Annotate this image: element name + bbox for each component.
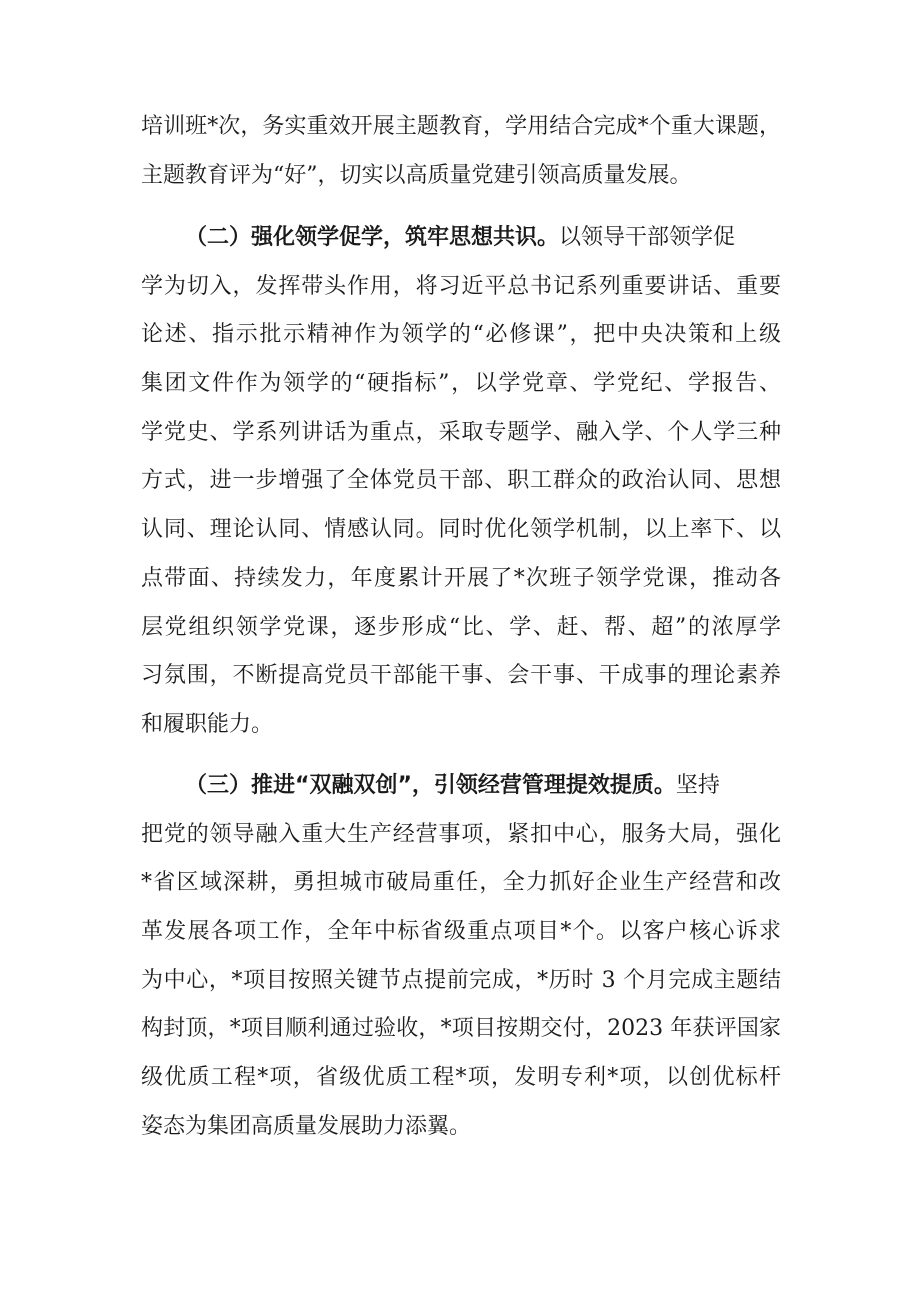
paragraph-line: 姿态为集团高质量发展助力添翼。 bbox=[141, 1113, 472, 1139]
paragraph-line-tail: 坚持 bbox=[675, 773, 720, 798]
paragraph-line: 和履职能力。 bbox=[141, 711, 274, 737]
paragraph-line: 习氛围，不断提高党员干部能干事、会干事、干成事的理论素养 bbox=[141, 663, 781, 689]
paragraph-section-2 bbox=[141, 214, 781, 750]
paragraph-line: 认同、理论认同、情感认同。同时优化领学机制，以上率下、以 bbox=[141, 517, 781, 543]
paragraph-line: 主题教育评为“好”，切实以高质量党建引领高质量发展。 bbox=[141, 162, 692, 188]
paragraph-line: 构封顶，*项目顺利通过验收，*项目按期交付，2023 年获评国家 bbox=[141, 1016, 781, 1042]
paragraph-line: 层党组织领学党课，逐步形成“比、学、赶、帮、超”的浓厚学 bbox=[141, 614, 781, 640]
paragraph-line: 为中心，*项目按照关键节点提前完成，*历时 3 个月完成主题结 bbox=[141, 967, 781, 993]
paragraph-line: 革发展各项工作，全年中标省级重点项目*个。以客户核心诉求 bbox=[141, 919, 781, 945]
section-heading: （二）强化领学促学，筑牢思想共识。 bbox=[185, 225, 560, 250]
paragraph-line: 培训班*次，务实重效开展主题教育，学用结合完成*个重大课题， bbox=[141, 114, 781, 139]
paragraph-line: 论述、指示批示精神作为领学的“必修课”，把中央决策和上级 bbox=[141, 322, 781, 348]
paragraph-continuation bbox=[141, 103, 781, 200]
paragraph-line: 集团文件作为领学的“硬指标”，以学党章、学党纪、学报告、 bbox=[141, 371, 781, 397]
paragraph-line: 级优质工程*项，省级优质工程*项，发明专利*项，以创优标杆 bbox=[141, 1065, 781, 1091]
paragraph-line-tail: 以领导干部领学促 bbox=[559, 225, 736, 250]
paragraph-line: 方式，进一步增强了全体党员干部、职工群众的政治认同、思想 bbox=[141, 468, 781, 494]
paragraph-line: 把党的领导融入重大生产经营事项，紧扣中心，服务大局，强化 bbox=[141, 821, 781, 847]
paragraph-line: 点带面、持续发力，年度累计开展了*次班子领学党课，推动各 bbox=[141, 565, 781, 591]
paragraph-line: 学为切入，发挥带头作用，将习近平总书记系列重要讲话、重要 bbox=[141, 273, 781, 299]
section-heading: （三）推进“双融双创”，引领经营管理提效提质。 bbox=[185, 773, 676, 798]
paragraph-first-line bbox=[141, 762, 781, 811]
paragraph-section-3 bbox=[141, 762, 781, 1152]
paragraph-line: 学党史、学系列讲话为重点，采取专题学、融入学、个人学三种 bbox=[141, 419, 781, 445]
paragraph-line: *省区域深耕，勇担城市破局重任，全力抓好企业生产经营和改 bbox=[141, 870, 781, 896]
paragraph-first-line bbox=[141, 214, 781, 263]
